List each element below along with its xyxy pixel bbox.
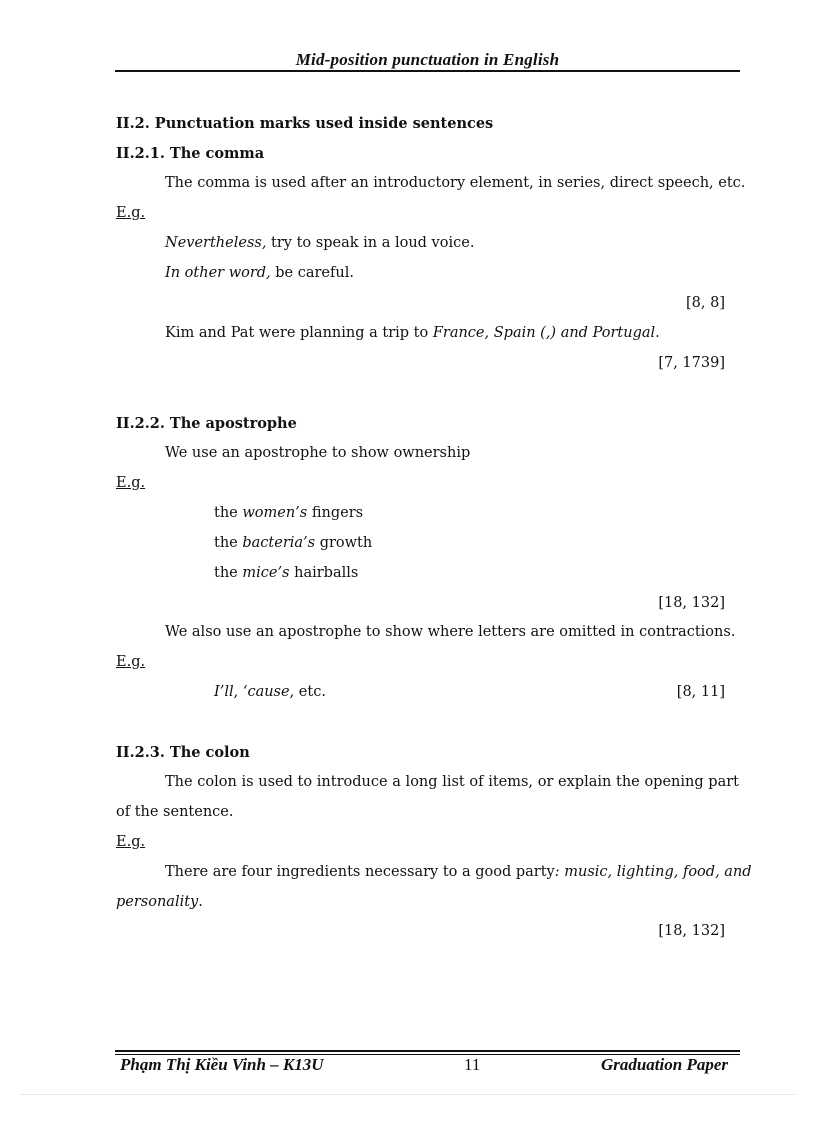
footer-doc-type: Graduation Paper xyxy=(600,1055,728,1074)
item-pre: the xyxy=(214,505,243,521)
colon-example-italic-2: personality xyxy=(116,894,199,910)
apostrophe-example-item xyxy=(214,505,363,521)
item-post: hairballs xyxy=(289,565,359,581)
header-rule xyxy=(115,70,740,72)
contraction-example xyxy=(214,684,326,700)
apostrophe-eg-label-2: E.g. xyxy=(116,654,146,670)
colon-example-plain: There are four ingredients necessary to a good party xyxy=(165,864,555,880)
apostrophe-example-item xyxy=(214,535,372,551)
colon-example-end: . xyxy=(198,894,203,910)
comma-eg-label: E.g. xyxy=(116,205,146,221)
contraction-sep: , xyxy=(233,684,243,700)
apostrophe-eg-label: E.g. xyxy=(116,475,146,491)
comma-example-3-plain: Kim and Pat were planning a trip to xyxy=(165,325,433,341)
apostrophe-heading: II.2.2. The apostrophe xyxy=(116,415,297,432)
section-heading: II.2. Punctuation marks used inside sentences xyxy=(116,115,494,132)
page-edge-dotted-line xyxy=(20,1094,796,1095)
colon-intro-line-1: The colon is used to introduce a long list of items, or explain the opening part xyxy=(165,774,739,790)
colon-eg-label: E.g. xyxy=(116,834,146,850)
colon-intro-line-2: of the sentence. xyxy=(116,804,234,820)
colon-heading: II.2.3. The colon xyxy=(116,744,250,761)
comma-example-1-rest: try to speak in a loud voice. xyxy=(266,235,475,251)
comma-example-1 xyxy=(165,235,474,251)
comma-example-2-italic: In other word, xyxy=(165,265,271,281)
contraction-rest: , etc. xyxy=(289,684,326,700)
contraction-italic-2: ‘cause xyxy=(242,684,290,700)
running-header-title: Mid-position punctuation in English xyxy=(295,50,560,69)
comma-example-3-italic: France, Spain (,) and Portugal xyxy=(432,325,656,341)
item-pre: the xyxy=(214,565,243,581)
apostrophe-intro: We use an apostrophe to show ownership xyxy=(165,445,471,461)
colon-reference: [18, 132] xyxy=(658,923,725,939)
comma-example-3 xyxy=(165,325,660,341)
item-italic: bacteria’s xyxy=(242,535,316,551)
contraction-italic-1: I’ll xyxy=(214,684,234,700)
comma-example-1-italic: Nevertheless, xyxy=(165,235,267,251)
item-post: fingers xyxy=(307,505,364,521)
apostrophe-reference-2: [8, 11] xyxy=(676,684,725,700)
comma-intro: The comma is used after an introductory element, in series, direct speech, etc. xyxy=(165,175,746,191)
item-italic: women’s xyxy=(242,505,308,521)
comma-heading: II.2.1. The comma xyxy=(116,145,265,162)
colon-example-italic-1: : music, lighting, food, and xyxy=(554,864,752,880)
item-italic: mice’s xyxy=(242,565,290,581)
footer-rule-thick xyxy=(115,1050,740,1052)
comma-example-2-rest: be careful. xyxy=(270,265,354,281)
apostrophe-intro-2: We also use an apostrophe to show where letters are omitted in contractions. xyxy=(165,624,736,640)
apostrophe-reference-1: [18, 132] xyxy=(658,595,725,611)
footer-author: Phạm Thị Kiều Vinh – K13U xyxy=(120,1055,324,1074)
item-pre: the xyxy=(214,535,243,551)
item-post: growth xyxy=(315,535,373,551)
apostrophe-example-item xyxy=(214,565,358,581)
comma-example-2 xyxy=(165,265,354,281)
colon-example-line-2 xyxy=(116,894,203,910)
colon-example-line-1 xyxy=(116,864,752,880)
comma-reference-1: [8, 8] xyxy=(686,295,725,311)
footer-page-number: 11 xyxy=(464,1055,481,1074)
comma-reference-2: [7, 1739] xyxy=(658,355,725,371)
comma-example-3-end: . xyxy=(655,325,660,341)
